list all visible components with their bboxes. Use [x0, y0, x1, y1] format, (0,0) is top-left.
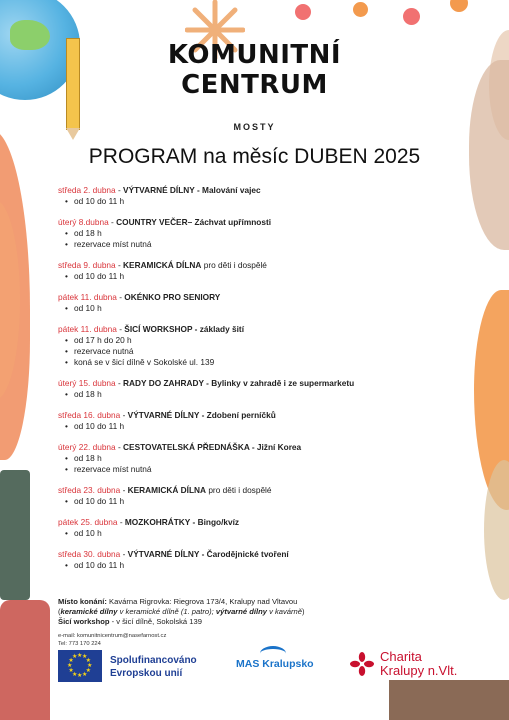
event-separator: -: [115, 260, 124, 270]
event-date: pátek 11. dubna: [58, 292, 117, 302]
event-name: ŠICÍ WORKSHOP: [124, 324, 193, 334]
event-heading: [58, 549, 458, 560]
event-heading: [58, 442, 458, 453]
venue-info: [58, 597, 458, 627]
event-details-list: [58, 421, 458, 432]
event-detail-item: • rezervace nutná: [74, 346, 458, 357]
event-details-list: [58, 453, 458, 475]
event-separator: -: [108, 217, 117, 227]
event-detail-item: • koná se v šicí dílně v Sokolské ul. 139: [74, 357, 458, 368]
eu-star-icon: ★: [68, 658, 74, 664]
title-line-1: KOMUNITNÍ: [167, 40, 342, 70]
event-detail: - Bylinky v zahradě i ze supermarketu: [203, 378, 355, 388]
eu-star-icon: ★: [77, 653, 83, 659]
venue-ceramics-place: v keramické dílně (1. patro);: [117, 607, 216, 616]
eu-text-line-2: Evropskou unií: [110, 668, 183, 679]
charita-line-1: Charita: [380, 649, 422, 664]
event-detail: - Zdobení perníčků: [199, 410, 276, 420]
event-detail-item: • od 10 do 11 h: [74, 196, 458, 207]
event-heading: [58, 324, 458, 335]
event-detail-item: • od 18 h: [74, 228, 458, 239]
event-detail-item: • rezervace míst nutná: [74, 464, 458, 475]
event-name: VÝTVARNÉ DÍLNY: [127, 410, 200, 420]
eu-star-icon: ★: [68, 668, 74, 674]
event-date: pátek 25. dubna: [58, 517, 118, 527]
event-separator: -: [116, 292, 125, 302]
event-separator: -: [115, 442, 124, 452]
event-details-list: [58, 528, 458, 539]
event-details-list: [58, 196, 458, 207]
partner-logos: [58, 650, 478, 690]
venue-line-3: [58, 617, 458, 627]
event-detail-item: • od 10 do 11 h: [74, 421, 458, 432]
event-heading: [58, 185, 458, 196]
event-heading: [58, 517, 458, 528]
header: [0, 40, 509, 132]
event-detail: - Bingo/kvíz: [190, 517, 240, 527]
dot-decoration: [403, 8, 420, 25]
event-detail-item: • od 10 do 11 h: [74, 496, 458, 507]
event-date: úterý 22. dubna: [58, 442, 116, 452]
contact-email[interactable]: e-mail: komunitnicentrum@nasefarnost.cz: [58, 633, 167, 639]
event-separator: -: [120, 549, 128, 559]
eu-text-line-1: Spolufinancováno: [110, 655, 197, 666]
event-item: [58, 378, 458, 400]
event-item: [58, 549, 458, 571]
venue-text: Kavárna Rigrovka: Riegrova 173/4, Kralupy nad Vltavou: [106, 597, 298, 606]
event-item: [58, 442, 458, 475]
venue-label: Místo konání:: [58, 597, 107, 606]
event-date: úterý 8.dubna: [58, 217, 109, 227]
event-separator: -: [115, 185, 124, 195]
eu-star-icon: ★: [85, 668, 92, 674]
event-date: úterý 15. dubna: [58, 378, 116, 388]
eu-star-icon: ★: [82, 654, 88, 661]
mas-kralupsko-logo: MAS Kralupsko: [236, 658, 314, 670]
event-detail: - Čarodějnické tvoření: [199, 549, 289, 559]
charita-line-2: Kralupy n.Vlt.: [380, 663, 458, 678]
event-detail: - Malování vajec: [194, 185, 261, 195]
venue-ceramics: keramické dílny: [60, 607, 118, 616]
event-date: pátek 11. dubna: [58, 324, 117, 334]
event-item: [58, 217, 458, 250]
event-heading: [58, 410, 458, 421]
eu-star-icon: ★: [67, 663, 73, 669]
event-heading: [58, 217, 458, 228]
event-date: středa 30. dubna: [58, 549, 121, 559]
event-item: [58, 185, 458, 207]
backpack-illustration: [0, 600, 50, 720]
event-heading: [58, 260, 458, 271]
event-item: [58, 517, 458, 539]
event-detail-item: • od 10 do 11 h: [74, 560, 458, 571]
event-heading: [58, 485, 458, 496]
event-detail: - základy šití: [192, 324, 245, 334]
event-name: VÝTVARNÉ DÍLNY: [123, 185, 195, 195]
event-details-list: [58, 335, 458, 368]
event-name: VÝTVARNÉ DÍLNY: [127, 549, 200, 559]
book-illustration: [0, 470, 30, 600]
contact-phone: Tel: 773 170 224: [58, 641, 101, 647]
event-name: COUNTRY VEČER: [116, 217, 188, 227]
event-detail-item: • rezervace míst nutná: [74, 239, 458, 250]
event-date: středa 23. dubna: [58, 485, 121, 495]
venue-sewing-label: Šicí workshop: [58, 617, 110, 626]
dot-decoration: [450, 0, 468, 12]
event-item: [58, 324, 458, 368]
eu-star-icon: ★: [87, 663, 93, 669]
event-separator: -: [115, 378, 124, 388]
eu-star-icon: ★: [72, 654, 78, 661]
event-detail-item: • od 17 h do 20 h: [74, 335, 458, 346]
event-separator: -: [116, 324, 125, 334]
event-name: MOZKOHRÁTKY: [124, 517, 191, 527]
eu-cofinanced-text: [110, 654, 197, 680]
event-item: [58, 292, 458, 314]
event-detail-item: • od 10 do 11 h: [74, 271, 458, 282]
event-details-list: [58, 560, 458, 571]
eu-star-icon: ★: [72, 671, 78, 678]
event-detail-item: • od 18 h: [74, 453, 458, 464]
event-details-list: [58, 303, 458, 314]
event-date: středa 16. dubna: [58, 410, 121, 420]
eu-flag-logo: [58, 650, 102, 682]
charita-logo-text: [380, 650, 457, 678]
event-details-list: [58, 271, 458, 282]
event-details-list: [58, 389, 458, 400]
eu-star-icon: ★: [77, 673, 83, 679]
event-item: [58, 260, 458, 282]
venue-art-place: v kavárně: [266, 607, 302, 616]
charita-cross-icon: [350, 652, 374, 676]
event-name: CESTOVATELSKÁ PŘEDNÁŠKA: [123, 442, 250, 452]
event-detail-item: • od 10 h: [74, 528, 458, 539]
event-detail-item: • od 18 h: [74, 389, 458, 400]
program-title: PROGRAM na měsíc DUBEN 2025: [88, 145, 421, 168]
dot-decoration: [295, 4, 311, 20]
eu-star-icon: ★: [85, 658, 92, 664]
event-name: KERAMICKÁ DÍLNA: [123, 260, 202, 270]
event-details-list: [58, 228, 458, 250]
event-detail: - Jižní Korea: [249, 442, 302, 452]
event-name: RADY DO ZAHRADY: [123, 378, 204, 388]
venue-sewing-text: - v šicí dílně, Sokolská 139: [109, 617, 202, 626]
event-separator: -: [120, 485, 128, 495]
venue-line-2: (keramické dílny v keramické dílně (1. patro); výtvarné dílny v kavárně): [58, 607, 305, 616]
title-line-2: CENTRUM: [181, 70, 328, 100]
events-list: [58, 185, 458, 581]
contacts: [58, 632, 166, 648]
event-separator: -: [120, 410, 128, 420]
event-detail: pro děti i dospělé: [206, 485, 272, 495]
event-heading: [58, 378, 458, 389]
event-heading: [58, 292, 458, 303]
event-item: [58, 410, 458, 432]
event-separator: -: [117, 517, 125, 527]
event-detail: pro děti i dospělé: [201, 260, 267, 270]
eu-star-icon: ★: [82, 671, 88, 678]
event-detail: – Záchvat upřímnosti: [187, 217, 272, 227]
event-name: OKÉNKO PRO SENIORY: [124, 292, 221, 302]
event-detail-item: • od 10 h: [74, 303, 458, 314]
event-date: středa 2. dubna: [58, 185, 116, 195]
event-date: středa 9. dubna: [58, 260, 116, 270]
venue-line-1: [58, 597, 458, 607]
event-name: KERAMICKÁ DÍLNA: [127, 485, 207, 495]
event-item: [58, 485, 458, 507]
dot-decoration: [353, 2, 368, 17]
event-details-list: [58, 496, 458, 507]
venue-art: výtvarné dílny: [215, 607, 267, 616]
subtitle: MOSTY: [233, 122, 276, 132]
